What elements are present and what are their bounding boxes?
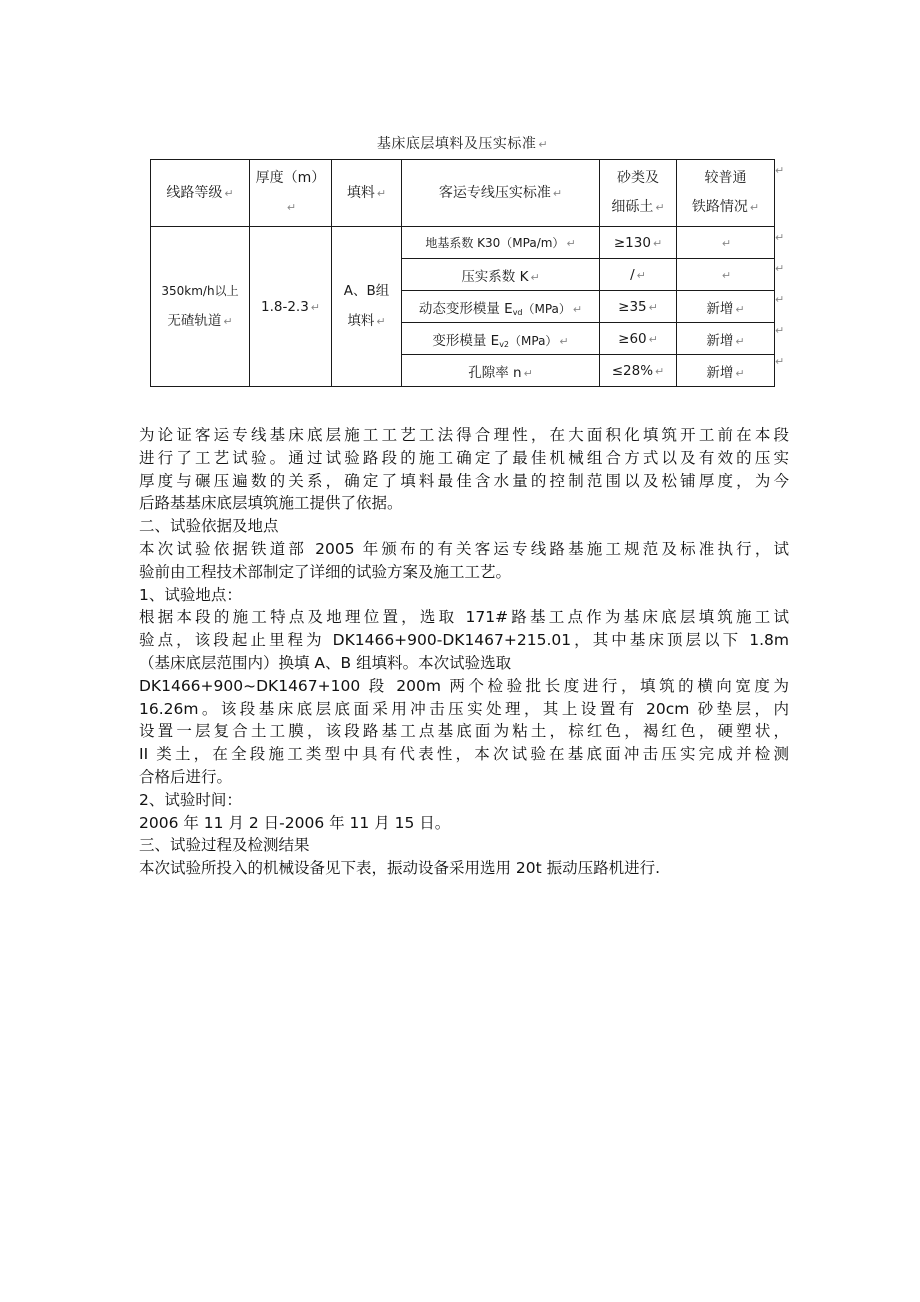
body-line: （基床底层范围内）换填 A、B 组填料。本次试验选取 — [139, 653, 512, 672]
body-line: DK1466+900~DK1467+100 段 200m 两个检验批长度进行，填筑的横向宽度为 — [139, 676, 789, 695]
body-line: 为论证客运专线基床底层施工工艺工法得合理性，在大面积化填筑开工前在本段 — [139, 426, 789, 444]
body-line: 设置一层复合土工膜，该段路基工点基底面为粘土，棕红色，褐红色，硬塑状， — [139, 722, 789, 741]
row-end-mark: ↵ — [775, 231, 785, 244]
section-heading: 三、试验过程及检测结果 — [139, 836, 310, 855]
header-cell-compare: 较普通 铁路情况 ↵ — [677, 160, 775, 227]
body-line: 进行了工艺试验。通过试验路段的施工确定了最佳机械组合方式以及有效的压实 — [139, 448, 789, 467]
item-cell: 地基系数 K30（MPa/m） ↵ — [402, 227, 600, 259]
value-cell: / ↵ — [600, 259, 677, 291]
body-line: 验前由工程技术部制定了详细的试验方案及施工工艺。 — [139, 562, 512, 581]
item-cell: 孔隙率 n ↵ — [402, 355, 600, 387]
row-end-mark: ↵ — [775, 164, 785, 177]
compare-cell: ↵ — [677, 227, 775, 259]
body-line: 验点，该段起止里程为 DK1466+900-DK1467+215.01，其中基床顶层以下 1.8m — [139, 631, 789, 650]
group-cell-level: 350km/h以上 无碴轨道 ↵ — [151, 227, 250, 387]
compare-cell: 新增 ↵ — [677, 323, 775, 355]
body-line: 本次试验依据铁道部 2005 年颁布的有关客运专线路基施工规范及标准执行，试 — [139, 539, 789, 558]
compaction-standard-table — [150, 159, 775, 387]
table-caption — [150, 133, 775, 153]
body-line: 本次试验所投入的机械设备见下表，振动设备采用选用 20t 振动压路机进行. — [139, 859, 661, 878]
header-cell-standard: 客运专线压实标准 ↵ — [402, 160, 600, 227]
table-caption-text: 基床底层填料及压实标准 — [376, 136, 537, 152]
value-cell: ≥60 ↵ — [600, 323, 677, 355]
body-line: 16.26m。该段基床底层底面采用冲击压实处理，其上设置有 20cm 砂垫层，内 — [139, 699, 789, 718]
compare-cell: 新增 ↵ — [677, 355, 775, 387]
body-line: II 类土，在全段施工类型中具有代表性，本次试验在基底面冲击压实完成并检测 — [139, 745, 789, 764]
row-end-mark: ↵ — [775, 293, 785, 306]
header-cell-sand: 砂类及 细砾土 ↵ — [600, 160, 677, 227]
row-end-mark: ↵ — [775, 324, 785, 337]
value-cell: ≥35 ↵ — [600, 291, 677, 323]
item-cell: 动态变形模量 $E_{vd}(MPa)$ ↵ — [402, 291, 600, 323]
table-row — [151, 227, 775, 259]
subsection-heading: 1、试验地点： — [139, 585, 242, 604]
body-line: 合格后进行。 — [139, 767, 233, 786]
header-cell-thickness: 厚度（m）↵ — [250, 160, 332, 227]
document-body — [139, 424, 789, 880]
body-line: 根据本段的施工特点及地理位置，选取 171#路基工点作为基床底层填筑施工试 — [139, 608, 789, 627]
group-cell-thickness: 1.8-2.3 ↵ — [250, 227, 332, 387]
header-cell-level: 线路等级 ↵ — [151, 160, 250, 227]
compare-cell: ↵ — [677, 259, 775, 291]
value-cell: ≤28% ↵ — [600, 355, 677, 387]
row-end-mark: ↵ — [775, 355, 785, 368]
table-header-row — [151, 160, 775, 227]
body-line: 后路基基床底层填筑施工提供了依据。 — [139, 494, 403, 513]
row-end-mark: ↵ — [775, 262, 785, 275]
subsection-heading: 2、试验时间： — [139, 790, 242, 809]
body-line: 2006 年 11 月 2 日-2006 年 11 月 15 日。 — [139, 813, 451, 832]
section-heading: 二、试验依据及地点 — [139, 517, 279, 536]
paragraph-mark: ↵ — [538, 138, 549, 151]
header-cell-fill: 填料 ↵ — [332, 160, 402, 227]
compare-cell: 新增 ↵ — [677, 291, 775, 323]
body-line: 厚度与碾压遍数的关系，确定了填料最佳含水量的控制范围以及松铺厚度，为今 — [139, 471, 789, 490]
item-cell: 变形模量 $E_{v2}(MPa)$ ↵ — [402, 323, 600, 355]
value-cell: ≥130 ↵ — [600, 227, 677, 259]
group-cell-fill: A、B组 填料 ↵ — [332, 227, 402, 387]
item-cell: 压实系数 K ↵ — [402, 259, 600, 291]
